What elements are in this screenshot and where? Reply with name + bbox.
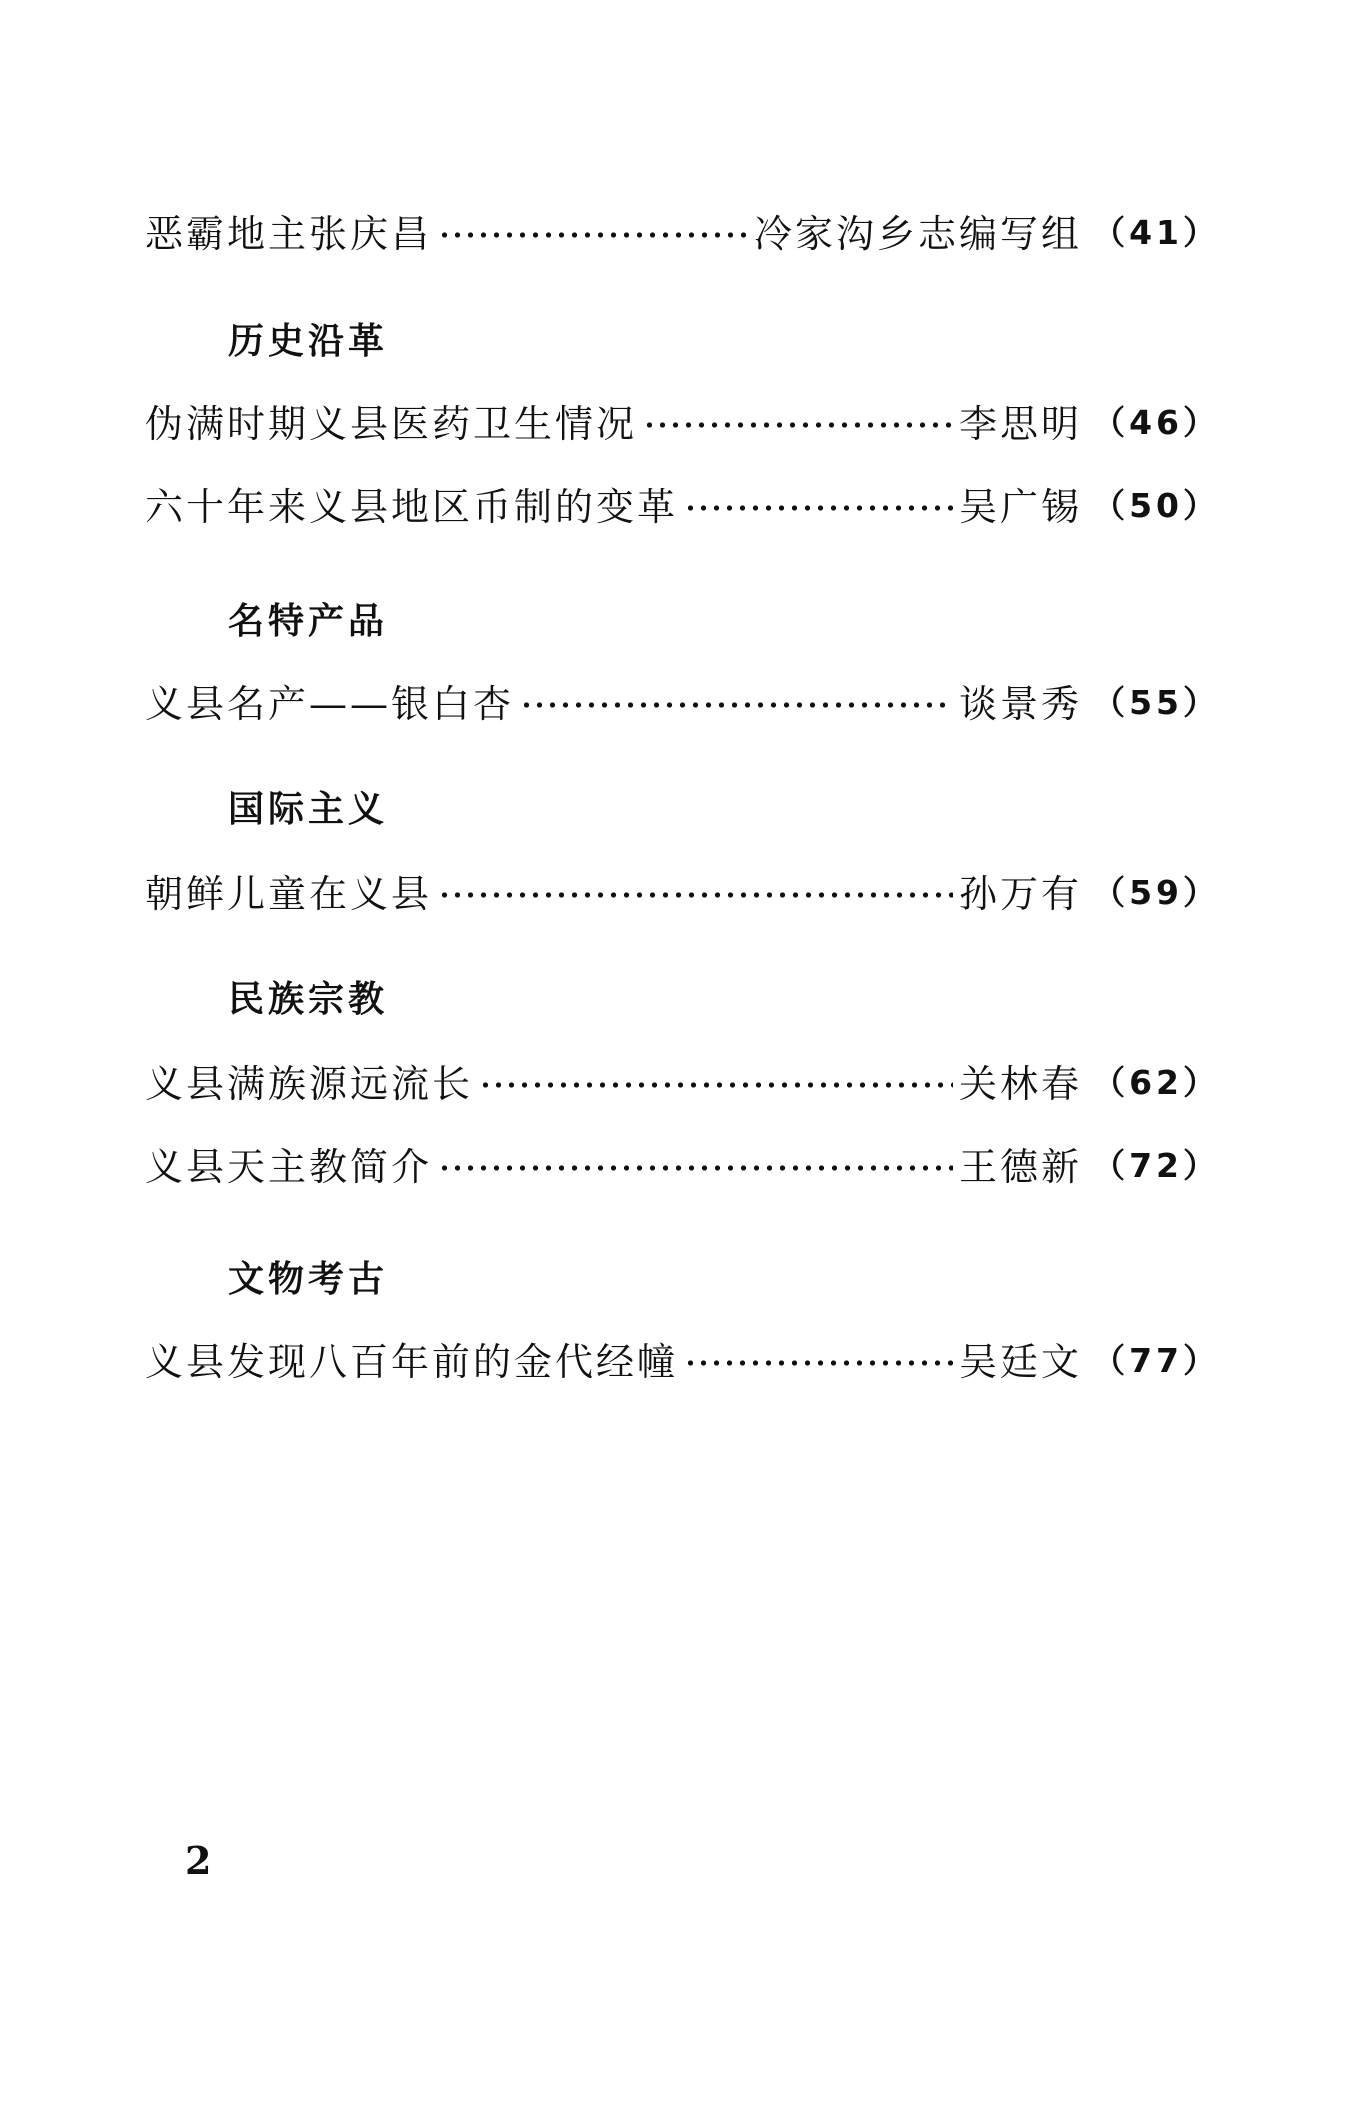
entry-page-number: （72）: [1092, 1145, 1220, 1185]
page-folio: 2: [185, 1838, 212, 1883]
entry-title: 恶霸地主张庆昌: [145, 211, 433, 256]
entry-page-number: （77）: [1092, 1340, 1220, 1380]
toc-entry[interactable]: [145, 1133, 1220, 1193]
toc-entry[interactable]: [145, 473, 1220, 533]
entry-author: 冷家沟乡志编写组: [754, 211, 1083, 256]
dot-leader: [438, 231, 748, 239]
entry-author: 王德新: [959, 1144, 1083, 1189]
entry-author: 孙万有: [959, 871, 1083, 916]
section-heading: 名特产品: [228, 600, 389, 642]
dot-leader: [438, 1164, 953, 1172]
entry-page-number: （59）: [1092, 872, 1220, 912]
entry-title: 义县满族源远流长: [145, 1061, 474, 1106]
dot-leader: [520, 701, 953, 709]
entry-title: 义县名产——银白杏: [145, 681, 515, 726]
entry-title: 伪满时期义县医药卫生情况: [145, 401, 638, 446]
entry-page-number: （55）: [1092, 682, 1220, 722]
section-heading: 国际主义: [228, 788, 389, 830]
section-heading: 民族宗教: [228, 978, 389, 1020]
section-heading: 历史沿革: [228, 320, 389, 362]
entry-page-number: （46）: [1092, 402, 1220, 442]
toc-entry[interactable]: [145, 1050, 1220, 1110]
dot-leader: [684, 504, 953, 512]
toc-entry[interactable]: [145, 200, 1220, 260]
entry-page-number: （41）: [1092, 212, 1220, 252]
entry-author: 吴广锡: [959, 484, 1083, 529]
entry-title: 义县天主教简介: [145, 1144, 433, 1189]
toc-entry[interactable]: [145, 390, 1220, 450]
entry-page-number: （50）: [1092, 485, 1220, 525]
dot-leader: [643, 421, 953, 429]
entry-author: 谈景秀: [959, 681, 1083, 726]
entry-author: 吴廷文: [959, 1339, 1083, 1384]
dot-leader: [438, 891, 953, 899]
dot-leader: [684, 1359, 953, 1367]
toc-entry[interactable]: [145, 1328, 1220, 1388]
toc-entry[interactable]: [145, 670, 1220, 730]
dot-leader: [479, 1081, 953, 1089]
section-heading: 文物考古: [228, 1258, 389, 1300]
entry-title: 六十年来义县地区币制的变革: [145, 484, 679, 529]
entry-author: 关林春: [959, 1061, 1083, 1106]
entry-author: 李思明: [959, 401, 1083, 446]
entry-page-number: （62）: [1092, 1062, 1220, 1102]
toc-entry[interactable]: [145, 860, 1220, 920]
entry-title: 朝鲜儿童在义县: [145, 871, 433, 916]
entry-title: 义县发现八百年前的金代经幢: [145, 1339, 679, 1384]
